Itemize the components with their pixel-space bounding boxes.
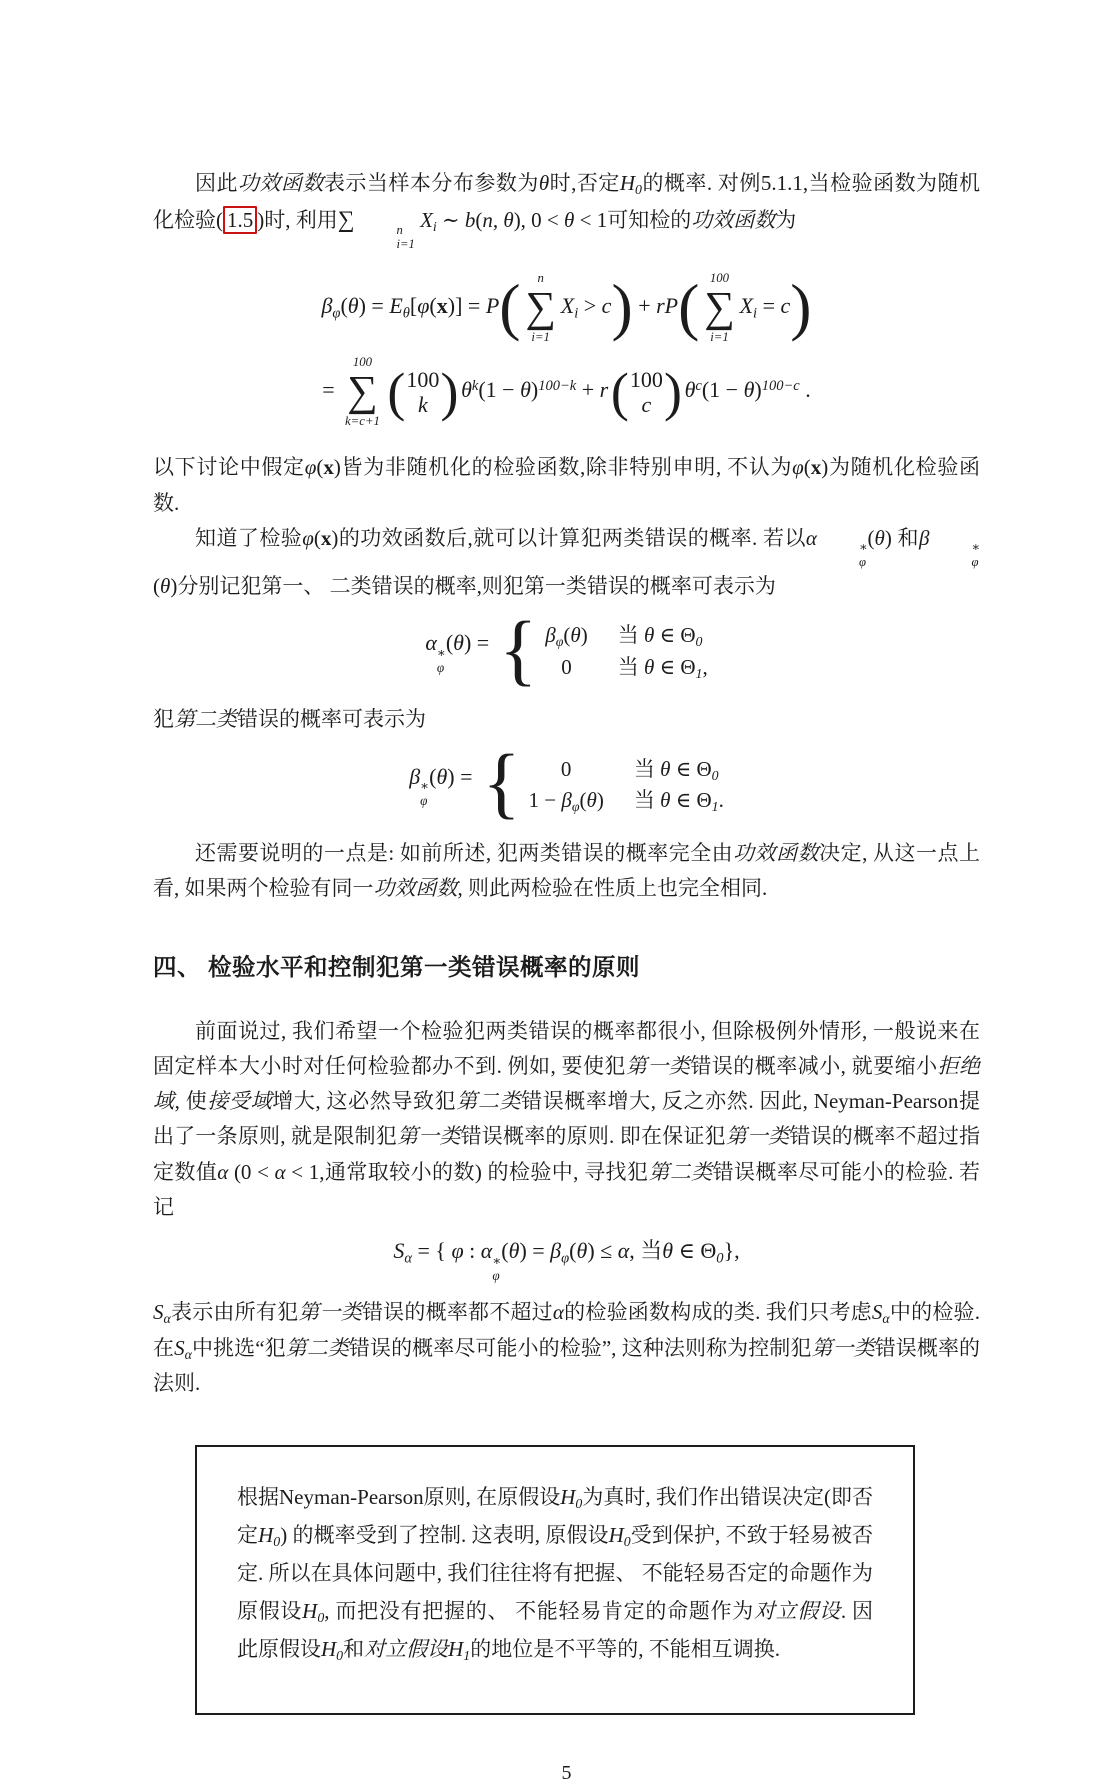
section-heading: 四、 检验水平和控制犯第一类错误概率的原则 [153, 954, 641, 981]
paragraph-power-intro: 因此功效函数表示当样本分布参数为θ时,否定H0的概率. 对例5.1.1,当检验函数为随机化检验( 1.5 )时, 利用∑ n i=1 Xi ∼ b(n, θ), 0 < θ < 1可知检的功效函数为 [153, 171, 981, 252]
case-condition: 当 θ ∈ Θ1. [633, 788, 724, 815]
paragraph-power-remark: 还需要说明的一点是: 如前所述, 犯两类错误的概率完全由功效函数决定, 从这一点上看, 如果两个检验有同一功效函数, 则此两检验在性质上也完全相同. [153, 840, 980, 900]
paragraph-two-error-types: 知道了检验φ(x)的功效函数后,就可以计算犯两类错误的概率. 若以α ∗ φ (θ) 和β ∗ φ (θ)分别记犯第一、 二类错误的概率,则犯第一类错误的概率可表示为 [153, 525, 981, 599]
equation-reference-link[interactable]: 1.5 [223, 206, 257, 234]
summation-symbol: 100 ∑ k=c+1 [345, 355, 380, 429]
cases-grid [529, 756, 724, 816]
note-box [195, 1445, 915, 1715]
summation-symbol: 100 ∑ i=1 [704, 270, 735, 344]
case-condition: 当 θ ∈ Θ1, [617, 654, 708, 682]
formula-alpha-lhs: α ∗ φ (θ) = [425, 630, 490, 676]
summation-symbol: n ∑ i=1 [525, 270, 556, 344]
formula-s-alpha-line: Sα = { φ : α ∗ φ (θ) = βφ(θ) ≤ α, 当θ ∈ Θ0}, [393, 1238, 740, 1283]
formula-power-line2: = 100 ∑ k=c+1 ( 100 k ) $\theta^k(1 - \theta)^{100-k} + r$ ( 100 c ) $\theta^c(1 - \theta)^{100-c}$ . [322, 355, 811, 429]
formula-s-alpha [153, 1237, 980, 1283]
note-box-text: 根据Neyman-Pearson原则, 在原假设H0为真时, 我们作出错误决定(即否定H0) 的概率受到了控制. 这表明, 原假设H0受到保护, 不致于轻易被否定. 所以在具体问题中, 我们往往将有把握、 不能轻易否定的命题作为原假设H0, 而把没有把握的、 不能轻易肯定的命题作为对立假设. 因此原假设H0和对立假设H1的地位是不平等的, 不能相互调换. [237, 1485, 874, 1664]
formula-power-function [153, 266, 980, 435]
binomial-coefficient: ( 100 c ) [610, 362, 682, 423]
paragraph-nonrandomized-note: 以下讨论中假定φ(x)皆为非随机化的检验函数,除非特别申明, 不认为φ(x)为随机化检验函数. [153, 455, 981, 515]
cases-grid [545, 622, 707, 682]
formula-beta-lhs: β ∗ φ (θ) = [409, 763, 473, 809]
case-condition: 当 θ ∈ Θ0 [617, 623, 703, 650]
formula-power-line1: βφ(θ) = Eθ[φ(x)] = P( n ∑ i=1 Xi > c) + rP( 100 ∑ i=1 Xi = c) [321, 270, 812, 344]
formula-beta-cases: β ∗ φ (θ) = { 0 当 θ ∈ Θ0 1 − βφ(θ) 当 θ ∈ Θ1. [409, 739, 724, 828]
page-content [153, 0, 980, 1791]
case-value: 1 − βφ(θ) [528, 788, 604, 815]
formula-alpha-cases: α ∗ φ (θ) = { βφ(θ) 当 θ ∈ Θ0 0 当 θ ∈ Θ1, [425, 606, 708, 695]
page-number: 5 [561, 1762, 572, 1785]
binomial-coefficient: ( 100 k ) [387, 362, 459, 423]
case-condition: 当 θ ∈ Θ0 [633, 756, 719, 783]
case-value: 0 [560, 756, 572, 781]
paragraph-neyman-pearson: 前面说过, 我们希望一个检验犯两类错误的概率都很小, 但除极例外情形, 一般说来在固定样本大小时对任何检验都办不到. 例如, 要使犯第一类错误的概率减小, 就要缩小拒绝域, 使接受域增大, 这必然导致犯第二类错误概率增大, 反之亦然. 因此, Neyman-Pearson提出了一条原则, 就是限制犯第一类错误概率的原则. 即在保证犯第一类错误的概率不超过指定数值α (0 < α < 1,通常取较小的数) 的检验中, 寻找犯第二类错误概率尽可能小的检验. 若记 [153, 1018, 981, 1219]
case-value: βφ(θ) [545, 623, 588, 650]
paragraph-s-alpha-class: Sα表示由所有犯第一类错误的概率都不超过α的检验函数构成的类. 我们只考虑Sα中的检验. 在Sα中挑选“犯第二类错误的概率尽可能小的检验”, 这种法则称为控制犯第一类错误概率的法则. [153, 1300, 981, 1395]
case-value: 0 [561, 654, 572, 679]
paragraph-type2-intro: 犯第二类错误的概率可表示为 [153, 707, 426, 732]
